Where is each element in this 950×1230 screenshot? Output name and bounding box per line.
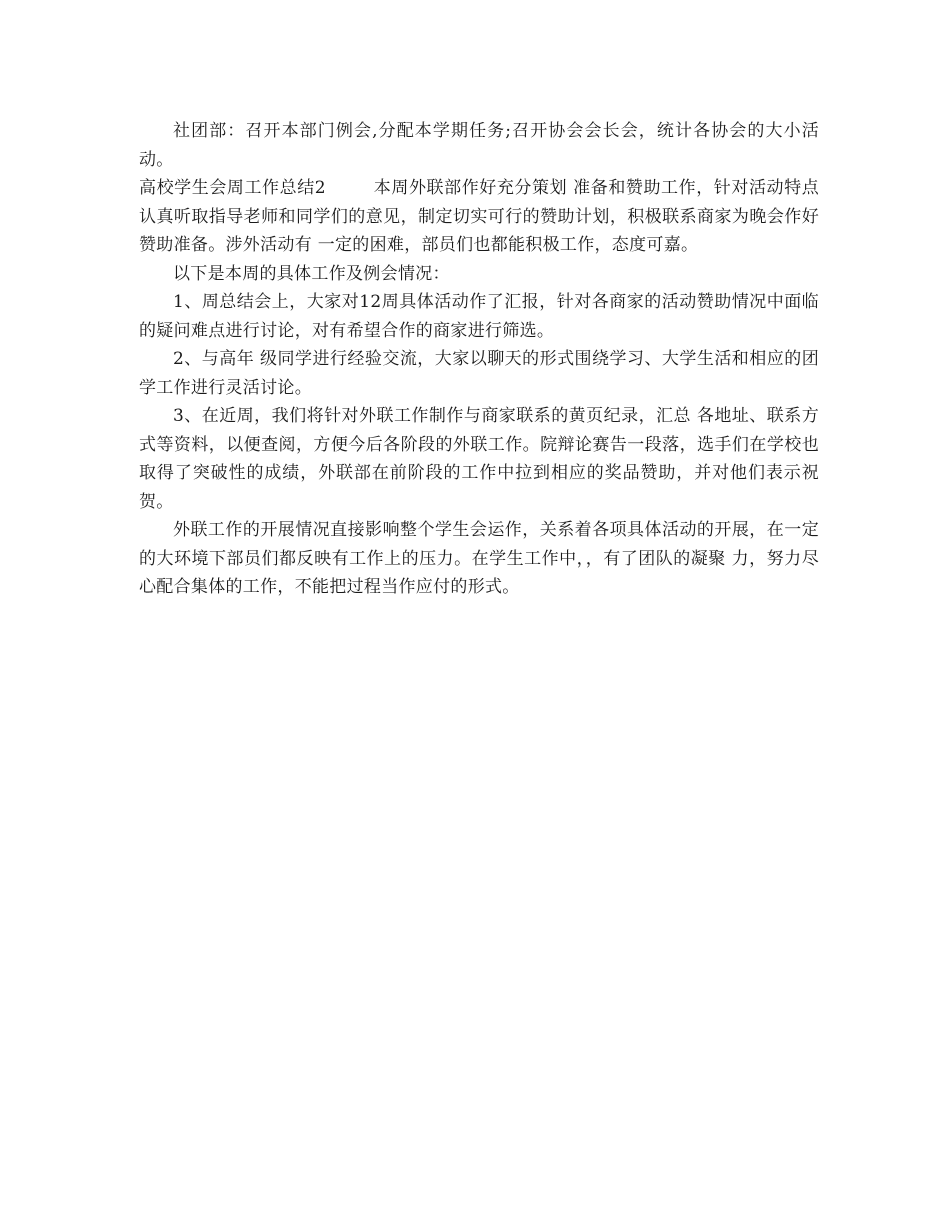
- section-block: [139, 174, 819, 260]
- paragraph-weekly-intro: 以下是本周的具体工作及例会情况：: [173, 263, 450, 284]
- paragraph-item-2: 2、与高年 级同学进行经验交流，大家以聊天的形式围绕学习、大学生活和相应的团学工作进行灵活讨论。: [139, 349, 819, 398]
- section-heading: 高校学生会周工作总结2: [139, 178, 326, 198]
- paragraph-item-1: 1、周总结会上，大家对12周具体活动作了汇报，针对各商家的活动赞助情况中面临的疑问难点进行讨论，对有希望合作的商家进行筛选。: [139, 292, 819, 341]
- heading-gap: [326, 178, 374, 198]
- section-intro: 本周外联部作好充分策划 准备和赞助工作，针对活动特点认真听取指导老师和同学们的意见，制定切实可行的赞助计划，积极联系商家为晚会作好赞助准备。涉外活动有 一定的困难，部员们也都能积极工作，态度可嘉。: [139, 178, 819, 255]
- paragraph-conclusion: 外联工作的开展情况直接影响整个学生会运作，关系着各项具体活动的开展，在一定的大环境下部员们都反映有工作上的压力。在学生工作中，，有了团队的凝聚 力，努力尽心配合集体的工作，不能把过程当作应付的形式。: [139, 520, 819, 597]
- paragraph-club-department: 社团部：召开本部门例会,分配本学期任务;召开协会会长会，统计各协会的大小活动。: [139, 121, 819, 170]
- document-body: [139, 117, 819, 602]
- paragraph-item-3: 3、在近周，我们将针对外联工作制作与商家联系的黄页纪录，汇总 各地址、联系方式等资料，以便查阅，方便今后各阶段的外联工作。院辩论赛告一段落，选手们在学校也取得了突破性的成绩，外联部在前阶段的工作中拉到相应的奖品赞助，并对他们表示祝贺。: [139, 406, 819, 512]
